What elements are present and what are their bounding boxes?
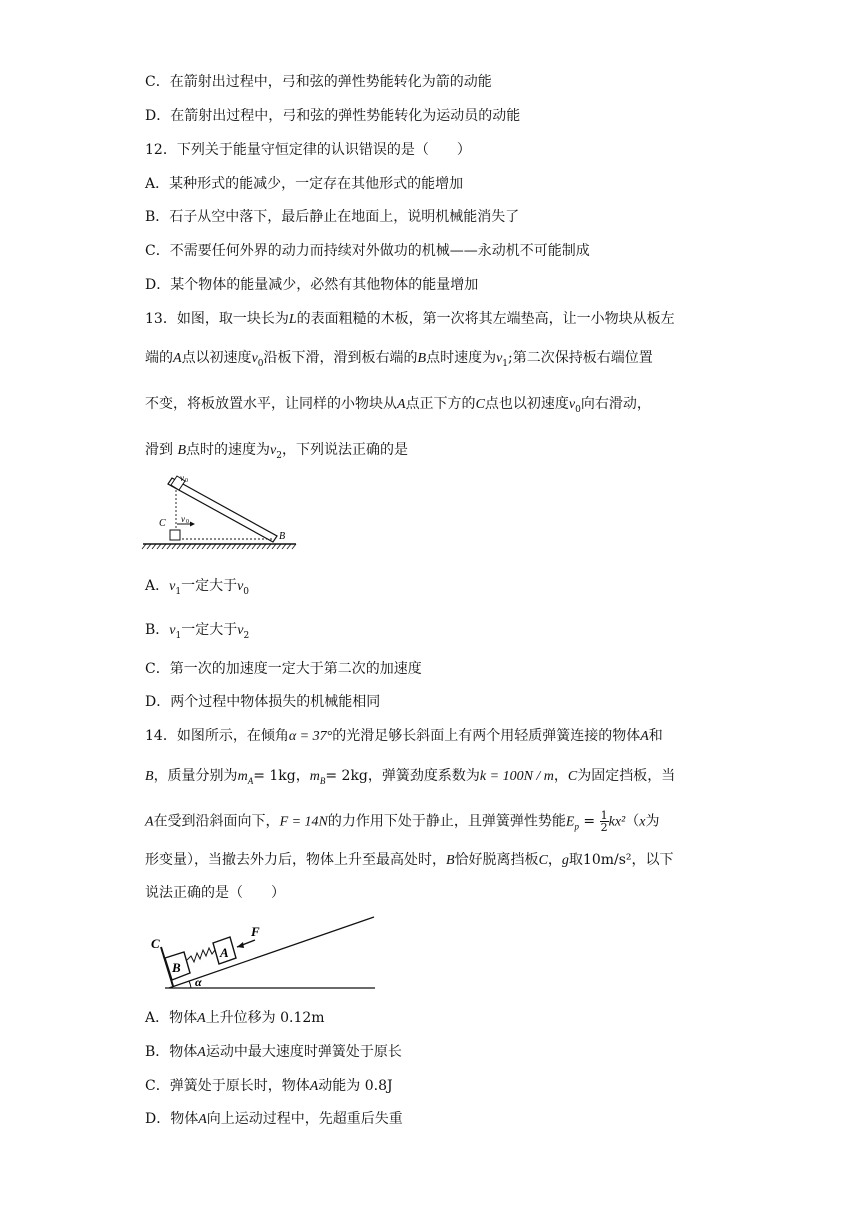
label-alpha: α — [195, 975, 202, 989]
q14-option-c: C．弹簧处于原长时，物体A动能为 0.8J — [145, 1078, 393, 1094]
svg-text:v: v — [180, 473, 184, 483]
q13-stem-line-4: 滑到 B点时的速度为$v_2$，下列说法正确的是 — [145, 442, 408, 461]
q14-option-a: A．物体A上升位移为 0.12m — [145, 1010, 325, 1026]
svg-text:0: 0 — [185, 478, 188, 484]
q13-option-d: D．两个过程中物体损失的机械能相同 — [145, 694, 381, 710]
label-a-block: A — [220, 945, 229, 960]
q14-stem-line-1: 14．如图所示，在倾角α = 37°的光滑足够长斜面上有两个用轻质弹簧连接的物体A和 — [145, 728, 663, 744]
q12-option-b: B．石子从空中落下，最后静止在地面上，说明机械能消失了 — [145, 209, 520, 225]
label-b-block: B — [172, 960, 181, 975]
q12-option-d: D．某个物体的能量减少，必然有其他物体的能量增加 — [145, 277, 479, 293]
q13-option-a: A．$v_1$一定大于$v_0$ — [145, 578, 250, 597]
svg-text:v: v — [181, 514, 185, 524]
q13-inclined-board-figure — [140, 472, 300, 552]
label-c-plate: C — [151, 936, 160, 951]
q11-option-d: D．在箭射出过程中，弓和弦的弹性势能转化为运动员的动能 — [145, 108, 521, 124]
q11-option-c: C．在箭射出过程中，弓和弦的弹性势能转化为箭的动能 — [145, 74, 492, 90]
q14-stem-line-2: B，质量分别为$m_A= 1kg$，$m_B= 2kg$，弹簧劲度系数为k = 100N / m，C为固定挡板，当 — [145, 768, 676, 786]
q14-option-d: D．物体A向上运动过程中，先超重后失重 — [145, 1111, 403, 1127]
q14-stem-line-4: 形变量），当撤去外力后，物体上升至最高处时，B恰好脱离挡板C，g取10m/s²，以下 — [145, 852, 674, 868]
q12-stem: 12．下列关于能量守恒定律的认识错误的是（ ） — [145, 142, 471, 158]
q12-option-c: C．不需要任何外界的动力而持续对外做功的机械——永动机不可能制成 — [145, 243, 590, 259]
q13-option-c: C．第一次的加速度一定大于第二次的加速度 — [145, 661, 422, 677]
block-at-c — [170, 530, 180, 540]
q14-stem-line-3: A在受到沿斜面向下，F = 14N的力作用下处于静止，且弹簧弹性势能$E_p$ = $\frac{1}{2}$ kx²（x为 — [145, 809, 660, 834]
q14-incline-spring-figure — [145, 910, 380, 992]
q13-option-b: B．$v_1$一定大于$v_2$ — [145, 622, 250, 641]
q14-option-b: B．物体A运动中最大速度时弹簧处于原长 — [145, 1044, 402, 1060]
label-f-force: F — [251, 924, 260, 939]
q13-stem-line-3: 不变，将板放置水平，让同样的小物块从A点正下方的C点也以初速度$v_0$向右滑动， — [145, 396, 651, 415]
q13-stem-line-1: 13．如图，取一块长为L的表面粗糙的木板，第一次将其左端垫高，让一小物块从板左 — [145, 311, 675, 327]
inclined-board — [168, 478, 277, 542]
q12-option-a: A．某种形式的能减少，一定存在其他形式的能增加 — [145, 176, 464, 192]
label-b: B — [279, 531, 286, 542]
label-c: C — [159, 518, 166, 529]
q13-stem-line-2: 端的A点以初速度$v_0$沿板下滑，滑到板右端的B点时速度为$v_1$;第二次保持板右端位置 — [145, 350, 653, 369]
svg-text:0: 0 — [186, 519, 189, 525]
q14-stem-line-5: 说法正确的是（ ） — [145, 885, 285, 901]
